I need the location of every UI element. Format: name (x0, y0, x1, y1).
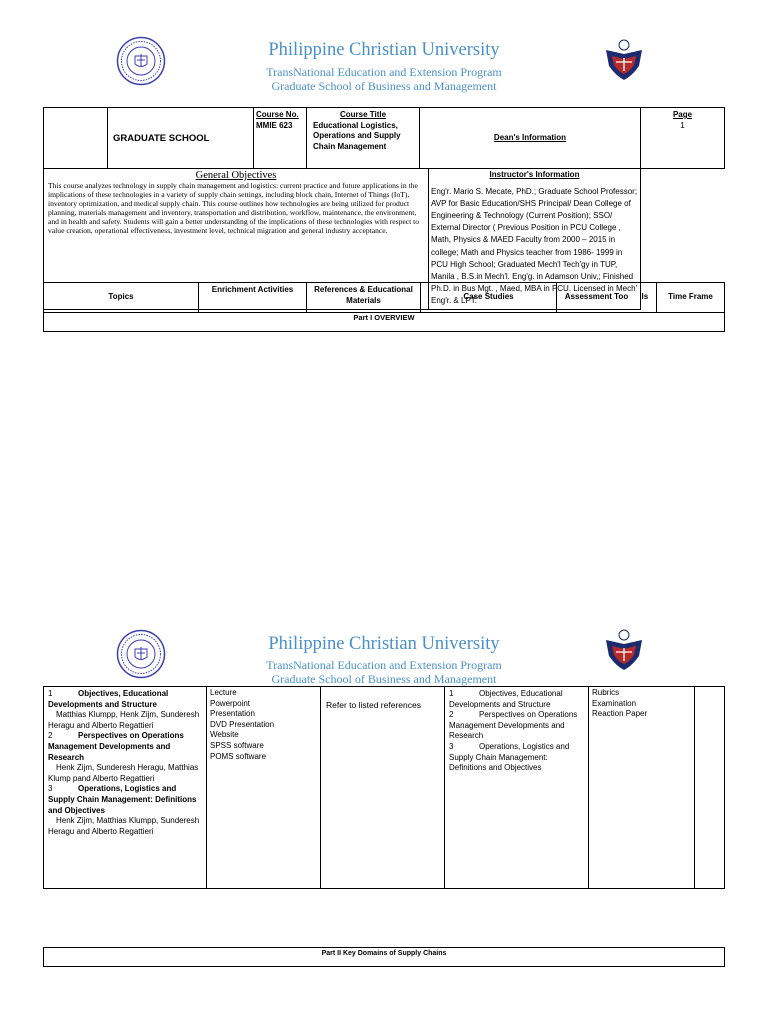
case-study-title: Perspectives on Operations Management Developments and Research (449, 710, 578, 741)
case-study-number: 3 (449, 741, 454, 751)
topic-title-text: Operations, Logistics and Supply Chain Management: Definitions and Objectives (48, 784, 197, 815)
enrichment-item: DVD Presentation (210, 719, 275, 729)
col-time-frame: Time Frame (668, 292, 713, 302)
schedule-table-part1 (43, 686, 725, 889)
case-study-number: 2 (449, 710, 454, 720)
case-study-item (449, 710, 584, 742)
topic-authors: Matthias Klumpp, Henk Zijm, Sunderesh Heragu and Alberto Regattieri (48, 710, 200, 730)
col-topics: Topics (108, 292, 134, 302)
course-no-value: MMIE 623 (256, 120, 293, 130)
case-study-number: 1 (449, 689, 454, 698)
enrichment-item: Lecture (210, 688, 237, 697)
enrichment-item: Powerpoint (210, 698, 251, 708)
col-enrichment: Enrichment Activities (211, 285, 294, 294)
topic-authors: Henk Zijm, Sunderesh Heragu, Matthias Klump pand Alberto Regattieri (48, 763, 199, 783)
case-study-item (449, 689, 584, 710)
enrichment-item: Website (210, 730, 239, 740)
department-label: GRADUATE SCHOOL (113, 132, 210, 144)
course-info-table (43, 107, 725, 310)
references-text: Refer to listed references (326, 700, 421, 710)
objectives-text: This course analyzes technology in supply chain management and logistics: current practice and future applications in the implications of these technologies in a variety of supply chain settings, including block chain, Internet of Things (IoT), inventory optimization, and medical supply chain. This course outlines how technologies are being utilized for product planning, materials management and inventory, transportation and distribution, workflow, maintenance, the environment, and in health and safety. Students will gain a better understanding of the implications of these technologies with respect to value creation, operational effectiveness, investment level, technical migration and general industry acceptance. (48, 181, 420, 235)
topic-title-text: Perspectives on Operations Management Developments and Research (48, 731, 184, 762)
instructor-label: Instructor's Information (489, 170, 580, 179)
col-case-studies: Case Studies (463, 292, 514, 302)
references-cell (321, 687, 445, 889)
topic-title-text: Objectives, Educational Developments and Structure (48, 689, 169, 709)
page-number: 1 (680, 120, 685, 130)
blank-cell (44, 108, 108, 169)
school-name-2: Graduate School of Business and Management (271, 672, 497, 686)
enrichment-item: Presentation (210, 709, 255, 719)
topic-number: 1 (48, 689, 53, 698)
assessment-item: Examination (592, 698, 637, 708)
case-study-item (449, 742, 584, 774)
topic-authors: Henk Zijm, Matthias Klumpp, Sunderesh Heragu and Alberto Regattieri (48, 816, 200, 836)
enrichment-cell (207, 687, 321, 889)
part2-table (43, 947, 725, 967)
topic-title (48, 731, 202, 763)
course-title-label: Course Title (339, 110, 387, 119)
topic-number: 2 (48, 731, 53, 741)
topic-item (48, 731, 202, 784)
deans-info-label: Dean's Information (493, 132, 567, 142)
assessment-item: Rubrics (592, 688, 620, 697)
schedule-header-table (43, 282, 725, 332)
case-study-title: Operations, Logistics and Supply Chain Management: Definitions and Objectives (449, 741, 570, 773)
time-frame-cell (695, 687, 725, 889)
col-assessment: Assessment Too ls (564, 292, 649, 302)
enrichment-item: SPSS software (210, 740, 264, 750)
enrichment-item: POMS software (210, 751, 267, 761)
topics-list (48, 689, 202, 837)
col-references: References & Educational Materials (314, 285, 413, 305)
topic-number: 3 (48, 784, 53, 794)
university-name-2: Philippine Christian University (268, 634, 500, 654)
course-no-label: Course No. (256, 110, 299, 119)
case-studies-list (449, 689, 584, 774)
enrichment-list (210, 688, 317, 762)
topics-cell (44, 687, 207, 889)
part2-label: Part II Key Domains of Supply Chains (321, 950, 447, 957)
university-name: Philippine Christian University (268, 40, 500, 60)
topic-item (48, 689, 202, 731)
part1-label: Part I OVERVIEW (353, 313, 415, 322)
objectives-title: General Objectives (195, 170, 277, 181)
program-name: TransNational Education and Extension Program (266, 65, 502, 79)
assessment-list (592, 688, 691, 720)
instructor-text: Eng'r. Mario S. Mecate, PhD.; Graduate School Professor; AVP for Basic Education/SHS Principal/ Dean College of Engineering & Technology (Current Position); SSO/ External Director ( Previous Position in PCU College , Math, Physics & MAED Faculty from 2000 – 2015 in college; Math and Physics teacher from 1986- 1999 in PCU High School; Graduated Mech'l Tech'gy in TUP, Manila , B.S.in Mech'l. Eng'g. in Adamson Univ,; Finished Ph.D. in Bus Mgt. , Maed, MBA in PCU. Licensed in Mech' Eng'r. & LPT. (431, 186, 638, 306)
assessment-item: Reaction Paper (592, 709, 648, 719)
school-name: Graduate School of Business and Management (271, 79, 497, 93)
program-name-2: TransNational Education and Extension Program (266, 658, 502, 672)
page-label: Page (672, 110, 693, 119)
course-title-value: Educational Logistics, Operations and Supply Chain Management (313, 120, 401, 151)
case-studies-cell (445, 687, 589, 889)
topic-item (48, 784, 202, 837)
topic-title (48, 689, 202, 710)
assessment-cell (589, 687, 695, 889)
case-study-title: Objectives, Educational Developments and Structure (449, 689, 563, 709)
topic-title (48, 784, 202, 816)
